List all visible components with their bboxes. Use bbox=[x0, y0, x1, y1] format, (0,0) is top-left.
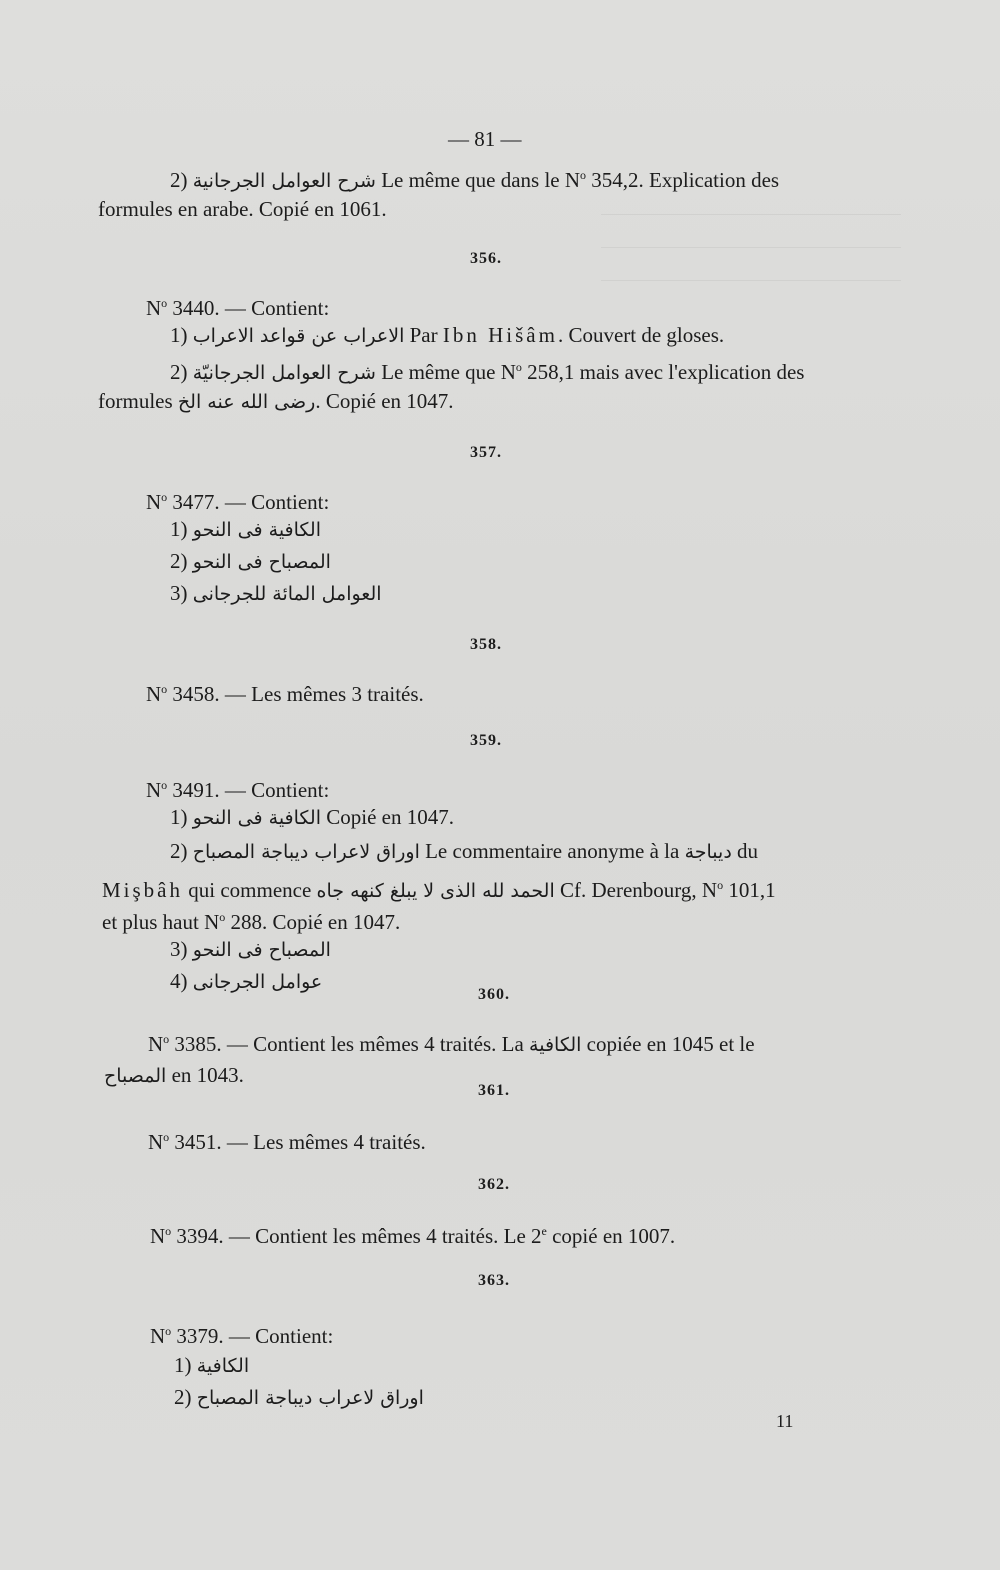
manuscript-3440 bbox=[146, 290, 329, 321]
text: Copié en 1047. bbox=[320, 805, 454, 829]
item-number: 2) bbox=[170, 549, 193, 573]
text: . Copié en 1047. bbox=[315, 389, 454, 413]
arabic-title: الكافية bbox=[196, 1355, 250, 1377]
item-number: 1) bbox=[170, 323, 193, 347]
text: copié en 1007. bbox=[546, 1224, 676, 1248]
text: en 1043. bbox=[166, 1063, 244, 1087]
entry-356-item-1 bbox=[170, 322, 724, 349]
text: Cf. Derenbourg, N bbox=[554, 878, 718, 902]
entry-heading-358: 358. bbox=[470, 636, 502, 653]
entry-363-item-2 bbox=[174, 1384, 424, 1411]
text: 3385. — Contient les mêmes 4 traités. La bbox=[169, 1032, 530, 1056]
arabic-formula: رضى الله عنه الخ bbox=[177, 391, 316, 413]
text: Le même que N bbox=[375, 360, 516, 384]
entry-heading-363: 363. bbox=[478, 1272, 510, 1289]
item-number: 2) bbox=[174, 1385, 197, 1409]
bleed-through-block bbox=[600, 190, 901, 510]
manuscript-3379 bbox=[150, 1318, 333, 1349]
superscript: o bbox=[161, 682, 168, 696]
arabic-title: اوراق لاعراب ديباجة المصباح bbox=[192, 841, 420, 863]
signature-mark: 11 bbox=[776, 1411, 794, 1431]
entry-heading-360: 360. bbox=[478, 986, 510, 1003]
entry-356-item-2 bbox=[170, 354, 804, 386]
superscript: e bbox=[541, 1224, 547, 1238]
text: 3477. — Contient: bbox=[167, 490, 330, 514]
arabic-title: اوراق لاعراب ديباجة المصباح bbox=[196, 1387, 424, 1409]
superscript: o bbox=[161, 296, 168, 310]
superscript: o bbox=[219, 910, 226, 924]
arabic-title: المصباح فى النحو bbox=[192, 551, 331, 573]
text: 101,1 bbox=[723, 878, 776, 902]
superscript: o bbox=[165, 1324, 172, 1338]
text: 3451. — Les mêmes 4 traités. bbox=[169, 1130, 426, 1154]
manuscript-3491 bbox=[146, 772, 329, 803]
entry-heading-359: 359. bbox=[470, 732, 502, 749]
item-number: 3) bbox=[170, 937, 193, 961]
entry-359-item-4 bbox=[170, 968, 322, 995]
no-label: N bbox=[150, 1224, 166, 1248]
arabic-title: شرح العوامل الجرجانية bbox=[192, 170, 376, 192]
text: 3458. — Les mêmes 3 traités. bbox=[167, 682, 424, 706]
no-label: N bbox=[146, 296, 162, 320]
no-label: N bbox=[146, 490, 162, 514]
entry-359-item-1 bbox=[170, 804, 454, 831]
entry-heading-361: 361. bbox=[478, 1082, 510, 1099]
page-number: — 81 — bbox=[448, 127, 522, 151]
superscript: o bbox=[161, 490, 168, 504]
entry-357-item-3 bbox=[170, 580, 382, 607]
entry-355-item-2-cont: formules en arabe. Copié en 1061. bbox=[98, 197, 387, 221]
entry-357-item-1 bbox=[170, 516, 321, 543]
item-number: 1) bbox=[170, 517, 193, 541]
no-label: N bbox=[148, 1130, 164, 1154]
manuscript-3451 bbox=[148, 1124, 426, 1155]
superscript: o bbox=[163, 1130, 170, 1144]
no-label: N bbox=[148, 1032, 164, 1056]
superscript: o bbox=[580, 168, 587, 182]
entry-heading-362: 362. bbox=[478, 1176, 510, 1193]
no-label: N bbox=[146, 778, 162, 802]
arabic-word: ديباجة bbox=[684, 841, 732, 863]
text: formules bbox=[98, 389, 178, 413]
arabic-word: المصباح bbox=[104, 1065, 167, 1087]
entry-357-item-2 bbox=[170, 548, 331, 575]
superscript: o bbox=[515, 360, 522, 374]
no-label: N bbox=[146, 682, 162, 706]
arabic-title: المصباح فى النحو bbox=[192, 939, 331, 961]
item-number: 1) bbox=[174, 1353, 197, 1377]
item-number: 3) bbox=[170, 581, 193, 605]
item-number: 4) bbox=[170, 969, 193, 993]
text: du bbox=[731, 839, 759, 863]
title-name: Mişbâh bbox=[102, 878, 183, 902]
text: . Couvert de gloses. bbox=[557, 323, 725, 347]
text: Par bbox=[404, 323, 443, 347]
entry-360-cont bbox=[104, 1062, 244, 1089]
arabic-title: العوامل المائة للجرجانى bbox=[192, 583, 382, 605]
arabic-incipit: الحمد لله الذى لا يبلغ كنهه جاه bbox=[316, 880, 555, 902]
author-name: Ibn Hišâm bbox=[442, 323, 558, 347]
item-number: 2) bbox=[170, 360, 193, 384]
arabic-title: الكافية فى النحو bbox=[192, 519, 321, 541]
text: Le même que dans le N bbox=[375, 168, 581, 192]
entry-359-item-3 bbox=[170, 936, 331, 963]
superscript: o bbox=[717, 878, 724, 892]
entry-359-item-2-cont bbox=[102, 872, 776, 904]
entry-359-item-2 bbox=[170, 838, 758, 865]
no-label: N bbox=[150, 1324, 166, 1348]
text: Le commentaire anonyme à la bbox=[419, 839, 685, 863]
text: copiée en 1045 et le bbox=[581, 1032, 755, 1056]
manuscript-3394 bbox=[150, 1218, 675, 1249]
manuscript-3477 bbox=[146, 484, 329, 515]
text: 3491. — Contient: bbox=[167, 778, 330, 802]
manuscript-3385 bbox=[148, 1026, 755, 1058]
text: et plus haut N bbox=[102, 910, 220, 934]
entry-heading-356: 356. bbox=[470, 250, 502, 267]
arabic-title: الاعراب عن قواعد الاعراب bbox=[192, 325, 405, 347]
manuscript-3458 bbox=[146, 676, 424, 707]
item-number: 2) bbox=[170, 839, 193, 863]
entry-363-item-1 bbox=[174, 1352, 249, 1379]
text: 354,2. Explication des bbox=[586, 168, 780, 192]
arabic-title: عوامل الجرجانى bbox=[192, 971, 323, 993]
arabic-title: شرح العوامل الجرجانيّة bbox=[192, 362, 376, 384]
superscript: o bbox=[161, 778, 168, 792]
superscript: o bbox=[163, 1032, 170, 1046]
arabic-word: الكافية bbox=[529, 1034, 582, 1056]
text: 3379. — Contient: bbox=[171, 1324, 334, 1348]
text: 288. Copié en 1047. bbox=[225, 910, 401, 934]
entry-356-item-2-cont bbox=[98, 388, 454, 415]
item-number: 1) bbox=[170, 805, 193, 829]
entry-heading-357: 357. bbox=[470, 444, 502, 461]
entry-359-item-2-cont2 bbox=[102, 904, 400, 935]
text: 3394. — Contient les mêmes 4 traités. Le 2 bbox=[171, 1224, 542, 1248]
entry-355-item-2 bbox=[170, 162, 779, 194]
item-number: 2) bbox=[170, 168, 193, 192]
arabic-title: الكافية فى النحو bbox=[192, 807, 321, 829]
text: 258,1 mais avec l'explication des bbox=[521, 360, 805, 384]
text: qui commence bbox=[183, 878, 317, 902]
text: 3440. — Contient: bbox=[167, 296, 330, 320]
superscript: o bbox=[165, 1224, 172, 1238]
